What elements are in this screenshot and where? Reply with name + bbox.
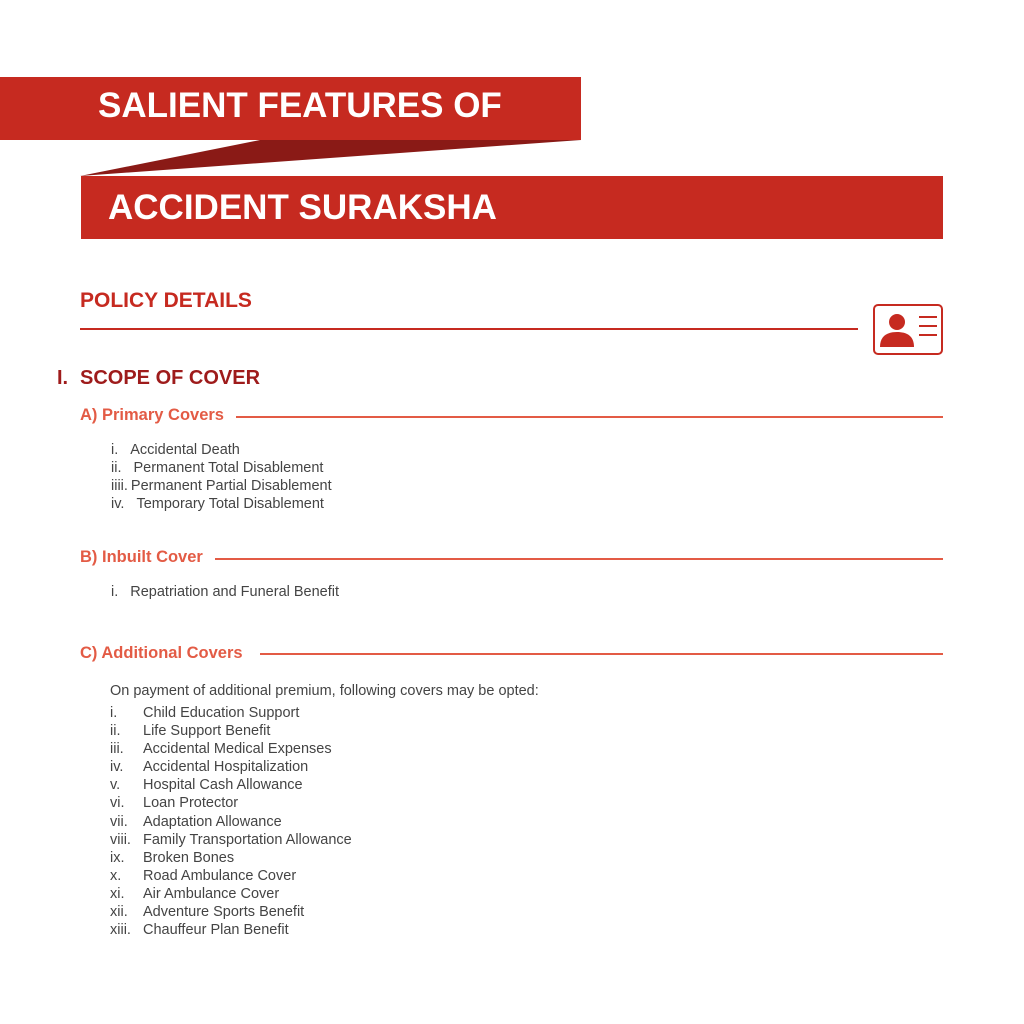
list-item-number: ix. xyxy=(110,849,125,866)
list-item-number: vii. xyxy=(110,813,128,830)
list-item-text: Repatriation and Funeral Benefit xyxy=(130,584,340,600)
inbuilt-cover-list xyxy=(111,583,339,601)
scope-number: I. xyxy=(57,367,69,389)
list-item-number: iv. xyxy=(111,496,125,513)
list-item-text: Life Support Benefit xyxy=(143,723,271,740)
additional-covers-list xyxy=(110,704,352,939)
primary-list-item xyxy=(111,441,332,459)
list-item-number: iv. xyxy=(110,759,124,776)
list-item-text: Adventure Sports Benefit xyxy=(143,904,305,921)
additional-covers-heading: C) Additional Covers xyxy=(80,644,247,663)
user-profile-card-icon xyxy=(873,304,943,355)
page-title-line2: ACCIDENT SURAKSHA xyxy=(108,188,497,227)
list-item-number: i. xyxy=(111,584,119,600)
primary-covers-heading: A) Primary Covers xyxy=(80,406,228,425)
list-item-text: Accidental Medical Expenses xyxy=(143,741,332,758)
inbuilt-cover-heading: B) Inbuilt Cover xyxy=(80,548,207,567)
additional-list-item xyxy=(110,776,352,794)
list-item-number: viii. xyxy=(110,831,131,848)
additional-list-item xyxy=(110,722,352,740)
list-item-text: Hospital Cash Allowance xyxy=(143,777,303,794)
banner-fold-shape xyxy=(80,140,581,176)
additional-list-item xyxy=(110,758,352,776)
additional-covers-intro: On payment of additional premium, following covers may be opted: xyxy=(110,683,539,699)
list-item-number: ii. xyxy=(110,723,121,740)
inbuilt-cover-rule xyxy=(215,558,943,560)
additional-list-item xyxy=(110,813,352,831)
list-item-number: x. xyxy=(110,867,122,884)
list-item-number: i. xyxy=(111,442,119,458)
additional-list-item xyxy=(110,740,352,758)
inbuilt-list-item xyxy=(111,583,339,601)
list-item-text: Air Ambulance Cover xyxy=(143,885,280,902)
list-item-text: Adaptation Allowance xyxy=(143,813,282,830)
scope-title: SCOPE OF COVER xyxy=(80,367,261,389)
user-profile-card-glyph xyxy=(875,306,941,353)
list-item-text: Accidental Hospitalization xyxy=(143,759,309,776)
list-item-text: Accidental Death xyxy=(130,442,240,458)
primary-covers-list xyxy=(111,441,332,513)
list-item-number: ii. xyxy=(111,460,122,477)
list-item-text: Chauffeur Plan Benefit xyxy=(143,922,289,939)
additional-list-item xyxy=(110,903,352,921)
additional-list-item xyxy=(110,704,352,722)
list-item-text: Child Education Support xyxy=(143,705,300,721)
list-item-number: vi. xyxy=(110,795,125,812)
page-title-line1: SALIENT FEATURES OF xyxy=(98,86,502,125)
list-item-number: iiii. xyxy=(111,478,128,495)
list-item-text: Permanent Partial Disablement xyxy=(130,478,332,495)
list-item-number: iii. xyxy=(110,741,124,758)
list-item-number: xii. xyxy=(110,904,128,921)
additional-list-item xyxy=(110,885,352,903)
primary-list-item xyxy=(111,459,332,477)
additional-list-item xyxy=(110,794,352,812)
policy-details-rule xyxy=(80,328,858,330)
scope-of-cover-heading xyxy=(57,367,260,390)
primary-list-item xyxy=(111,477,332,495)
additional-covers-rule xyxy=(260,653,943,655)
additional-list-item xyxy=(110,831,352,849)
primary-list-item xyxy=(111,495,332,513)
policy-details-heading: POLICY DETAILS xyxy=(80,289,252,312)
primary-covers-rule xyxy=(236,416,943,418)
additional-list-item xyxy=(110,849,352,867)
list-item-text: Road Ambulance Cover xyxy=(143,867,297,884)
list-item-text: Loan Protector xyxy=(143,795,239,812)
additional-list-item xyxy=(110,921,352,939)
list-item-text: Permanent Total Disablement xyxy=(133,460,324,477)
list-item-number: xiii. xyxy=(110,922,131,939)
list-item-text: Temporary Total Disablement xyxy=(136,496,324,513)
banner-fold xyxy=(80,140,582,177)
list-item-number: xi. xyxy=(110,885,125,902)
list-item-text: Family Transportation Allowance xyxy=(143,831,352,848)
list-item-number: v. xyxy=(110,777,121,794)
additional-list-item xyxy=(110,867,352,885)
list-item-text: Broken Bones xyxy=(143,849,235,866)
list-item-number: i. xyxy=(110,705,118,721)
